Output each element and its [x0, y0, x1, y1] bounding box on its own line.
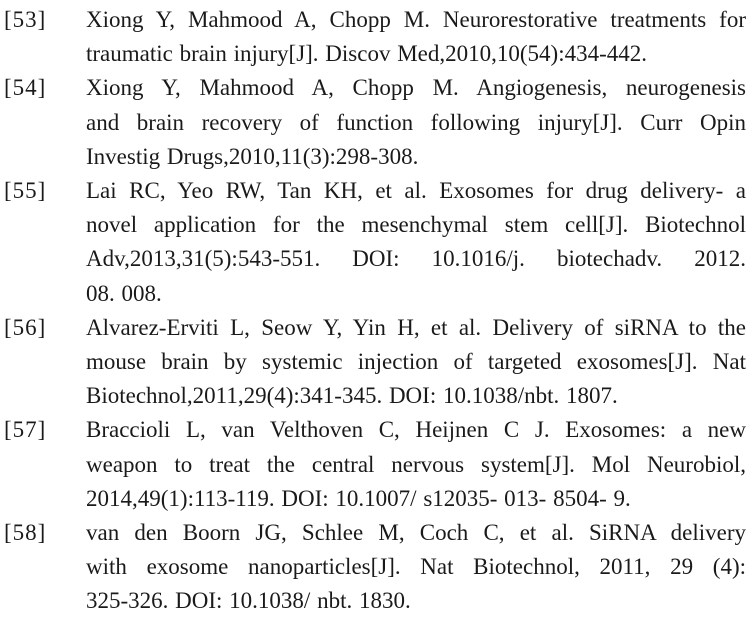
reference-text [86, 311, 746, 414]
reference-line: van den Boorn JG, Schlee M, Coch C, et al. SiRNA delivery [86, 520, 746, 546]
reference-number: [58] [4, 520, 47, 546]
reference-line: 325-326. DOI: 10.1038/ nbt. 1830. [86, 588, 411, 614]
reference-line: traumatic brain injury[J]. Discov Med,2010,10(54):434-442. [86, 41, 647, 67]
reference-entry-54 [0, 71, 754, 174]
reference-number: [53] [4, 7, 47, 32]
reference-line: Biotechnol,2011,29(4):341-345. DOI: 10.1038/nbt. 1807. [86, 383, 618, 409]
reference-text [86, 3, 746, 71]
reference-entry-57 [0, 413, 754, 516]
reference-line: Xiong Y, Mahmood A, Chopp M. Neurorestorative treatments for [86, 7, 746, 32]
reference-line: novel application for the mesenchymal stem cell[J]. Biotechnol [86, 212, 746, 238]
reference-line: Investig Drugs,2010,11(3):298-308. [86, 143, 419, 169]
reference-line: 2014,49(1):113-119. DOI: 10.1007/ s12035- 013- 8504- 9. [86, 485, 631, 511]
reference-line: mouse brain by systemic injection of targeted exosomes[J]. Nat [86, 349, 746, 375]
reference-text [86, 516, 746, 619]
reference-line: Xiong Y, Mahmood A, Chopp M. Angiogenesis, neurogenesis [86, 75, 746, 101]
reference-line: and brain recovery of function following injury[J]. Curr Opin [86, 109, 746, 135]
reference-line: Braccioli L, van Velthoven C, Heijnen C J. Exosomes: a new [86, 417, 746, 443]
reference-line: 08. 008. [86, 280, 162, 306]
reference-text [86, 413, 746, 516]
reference-line: Lai RC, Yeo RW, Tan KH, et al. Exosomes for drug delivery- a [86, 178, 746, 204]
reference-line: weapon to treat the central nervous system[J]. Mol Neurobiol, [86, 451, 746, 477]
reference-text [86, 174, 746, 311]
reference-entry-53 [0, 3, 754, 71]
reference-number: [55] [4, 178, 47, 204]
reference-number: [56] [4, 314, 47, 340]
reference-entry-55 [0, 174, 754, 311]
reference-line: Alvarez-Erviti L, Seow Y, Yin H, et al. Delivery of siRNA to the [86, 314, 746, 340]
reference-line: with exosome nanoparticles[J]. Nat Biotechnol, 2011, 29 (4): [86, 554, 746, 580]
reference-number: [57] [4, 417, 47, 443]
reference-entry-56 [0, 311, 754, 414]
reference-text [86, 71, 746, 174]
reference-number: [54] [4, 75, 47, 101]
reference-entry-58 [0, 516, 754, 619]
reference-line: Adv,2013,31(5):543-551. DOI: 10.1016/j. biotechadv. 2012. [86, 246, 746, 272]
